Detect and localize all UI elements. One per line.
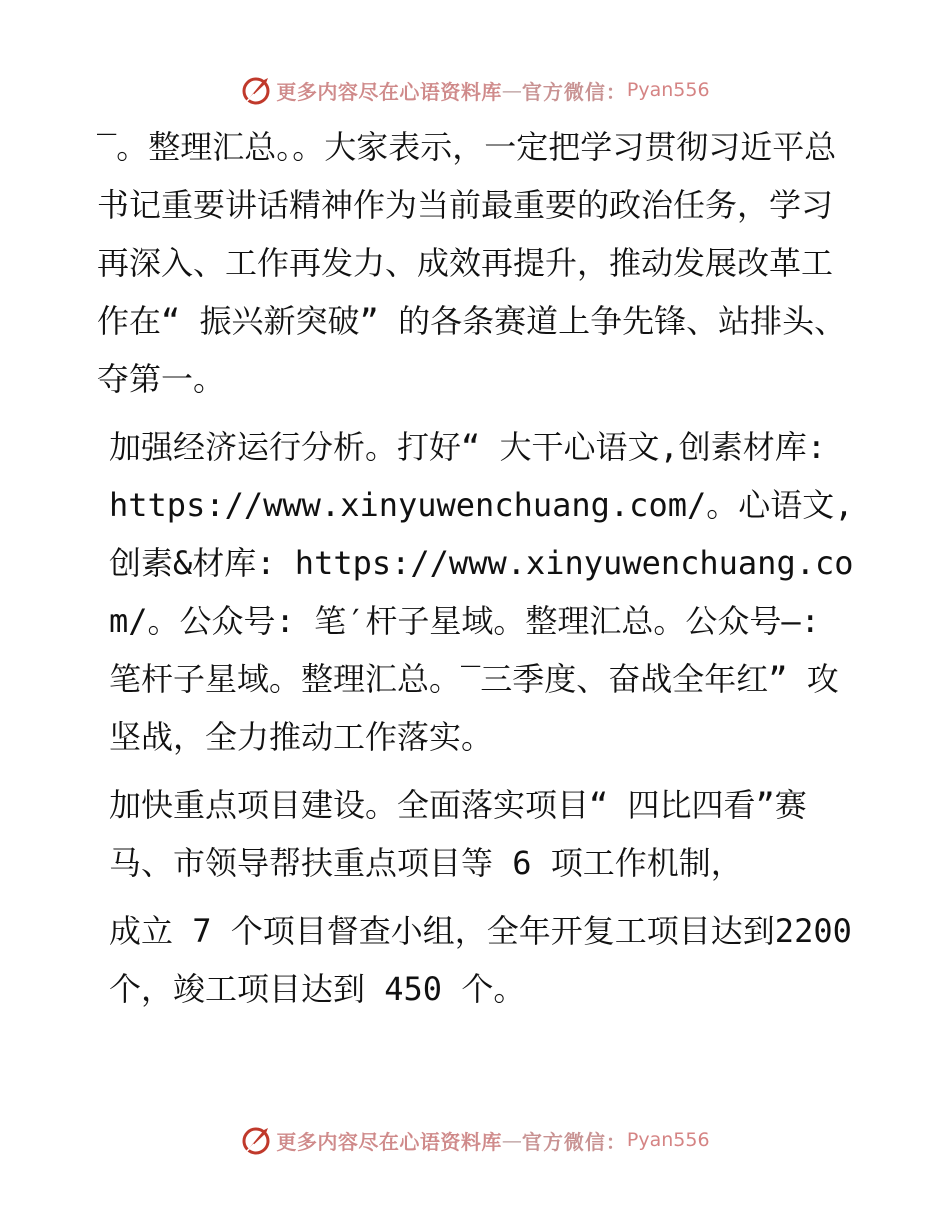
watermark-main-text: 更多内容尽在心语资料库 bbox=[276, 79, 502, 104]
watermark-dash: — bbox=[501, 1128, 522, 1152]
paragraph-4: 成立 7 个项目督查小组，全年开复工项目达到2200 个，竣工项目达到 450 个。 bbox=[109, 912, 872, 1008]
watermark-main-text: 更多内容尽在心语资料库 bbox=[276, 1129, 502, 1154]
quill-logo-icon bbox=[240, 1124, 272, 1156]
document-body bbox=[97, 118, 872, 1028]
watermark-label: 官方微信： bbox=[521, 1129, 627, 1154]
quill-logo-icon bbox=[240, 74, 272, 106]
watermark-wechat-id: Pyan556 bbox=[626, 79, 710, 101]
paragraph-2: 加强经济运行分析。打好“ 大干心语文,创素材库: https://www.xinyuwenchuang.com/。心语文,创素&材库: https://www.xinyuwenchuang.com/。公众号: 笔′杆子星域。整理汇总。公众号—: 笔杆子星域。整理汇总。‾三季度、奋战全年红” 攻坚战，全力推动工作落实。 bbox=[109, 428, 854, 756]
paragraph-1: ‾。整理汇总。。大家表示，一定把学习贯彻习近平总书记重要讲话精神作为当前最重要的政治任务，学习再深入、工作再发力、成效再提升，推动发展改革工作在“ 振兴新突破” 的各条赛道上争先锋、站排头、夺第一。 bbox=[97, 128, 847, 398]
header-watermark bbox=[0, 70, 950, 110]
watermark-wechat-id: Pyan556 bbox=[626, 1129, 710, 1151]
paragraph-3: 加快重点项目建设。全面落实项目“ 四比四看”赛马、市领导帮扶重点项目等 6 项工作机制， bbox=[109, 786, 807, 882]
footer-watermark bbox=[0, 1120, 950, 1160]
watermark-dash: — bbox=[501, 78, 522, 102]
watermark-label: 官方微信： bbox=[521, 79, 627, 104]
